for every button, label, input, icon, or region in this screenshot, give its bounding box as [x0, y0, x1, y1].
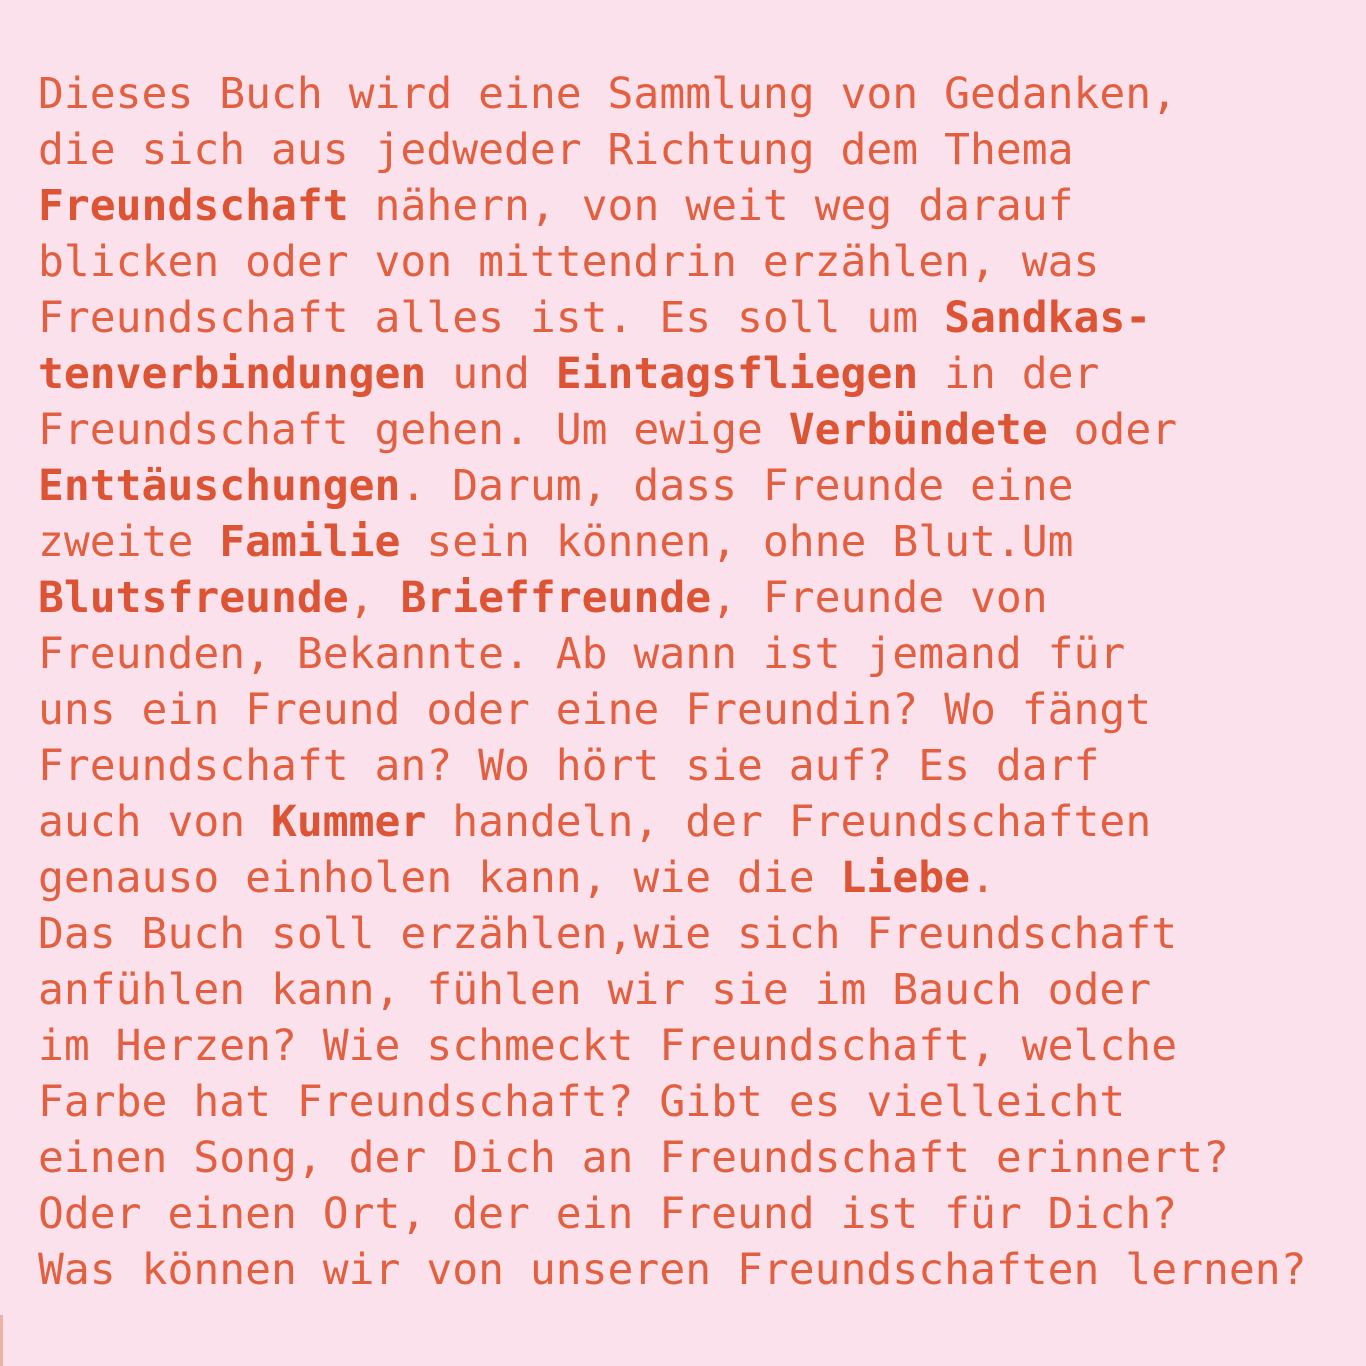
text-segment: uns ein Freund oder eine Freundin? Wo fängt: [38, 685, 1152, 735]
text-segment: nähern, von weit weg darauf: [348, 181, 1074, 231]
text-segment: Was können wir von unseren Freundschaften lernen?: [38, 1245, 1307, 1295]
text-line: [38, 1074, 1348, 1130]
text-segment: Freundschaft alles ist. Es soll um: [38, 293, 945, 343]
highlighted-term: Enttäuschungen: [38, 461, 401, 511]
text-segment: einen Song, der Dich an Freundschaft erinnert?: [38, 1133, 1229, 1183]
text-line: [38, 1242, 1348, 1298]
text-segment: im Herzen? Wie schmeckt Freundschaft, welche: [38, 1021, 1178, 1071]
text-line: [38, 122, 1348, 178]
text-line: [38, 850, 1348, 906]
text-line: [38, 290, 1348, 346]
text-line: [38, 66, 1348, 122]
text-segment: sein können, ohne Blut.Um: [400, 517, 1074, 567]
text-segment: , Freunde von: [711, 573, 1048, 623]
text-segment: Freundschaft an? Wo hört sie auf? Es darf: [38, 741, 1100, 791]
text-segment: Dieses Buch wird eine Sammlung von Gedanken,: [38, 69, 1178, 119]
text-segment: Farbe hat Freundschaft? Gibt es vielleicht: [38, 1077, 1126, 1127]
text-segment: . Darum, dass Freunde eine: [400, 461, 1074, 511]
text-segment: in der: [918, 349, 1100, 399]
text-segment: anfühlen kann, fühlen wir sie im Bauch oder: [38, 965, 1152, 1015]
text-segment: .: [970, 853, 996, 903]
text-segment: Das Buch soll erzählen,wie sich Freundschaft: [38, 909, 1178, 959]
text-line: [38, 514, 1348, 570]
highlighted-term: Eintagsfliegen: [555, 349, 919, 399]
text-line: [38, 346, 1348, 402]
text-line: [38, 1130, 1348, 1186]
highlighted-term: Brieffreunde: [400, 573, 712, 623]
text-segment: Freundschaft gehen. Um ewige: [38, 405, 789, 455]
text-segment: Oder einen Ort, der ein Freund ist für Dich?: [38, 1189, 1178, 1239]
highlighted-term: tenverbindungen: [38, 349, 427, 399]
text-line: [38, 178, 1348, 234]
intro-paragraph: [38, 66, 1348, 1298]
highlighted-term: Kummer: [271, 797, 427, 847]
highlighted-term: Verbündete: [788, 405, 1048, 455]
text-segment: die sich aus jedweder Richtung dem Thema: [38, 125, 1074, 175]
text-line: [38, 906, 1348, 962]
text-segment: blicken oder von mittendrin erzählen, was: [38, 237, 1100, 287]
text-line: [38, 458, 1348, 514]
highlighted-term: Liebe: [840, 853, 970, 903]
text-line: [38, 738, 1348, 794]
text-line: [38, 626, 1348, 682]
text-segment: ,: [348, 573, 401, 623]
text-segment: Freunden, Bekannte. Ab wann ist jemand für: [38, 629, 1126, 679]
text-segment: zweite: [38, 517, 220, 567]
highlighted-term: Sandkas-: [944, 293, 1152, 343]
text-line: [38, 1018, 1348, 1074]
highlighted-term: Blutsfreunde: [38, 573, 349, 623]
text-segment: handeln, der Freundschaften: [426, 797, 1152, 847]
text-segment: genauso einholen kann, wie die: [38, 853, 841, 903]
text-line: [38, 794, 1348, 850]
text-segment: auch von: [38, 797, 271, 847]
highlighted-term: Familie: [219, 517, 401, 567]
text-line: [38, 570, 1348, 626]
left-edge-print-artifact: [0, 1315, 3, 1366]
text-line: [38, 1186, 1348, 1242]
text-segment: und: [426, 349, 556, 399]
text-line: [38, 682, 1348, 738]
highlighted-term: Freundschaft: [38, 181, 349, 231]
text-line: [38, 402, 1348, 458]
text-line: [38, 234, 1348, 290]
text-line: [38, 962, 1348, 1018]
text-segment: oder: [1047, 405, 1178, 455]
